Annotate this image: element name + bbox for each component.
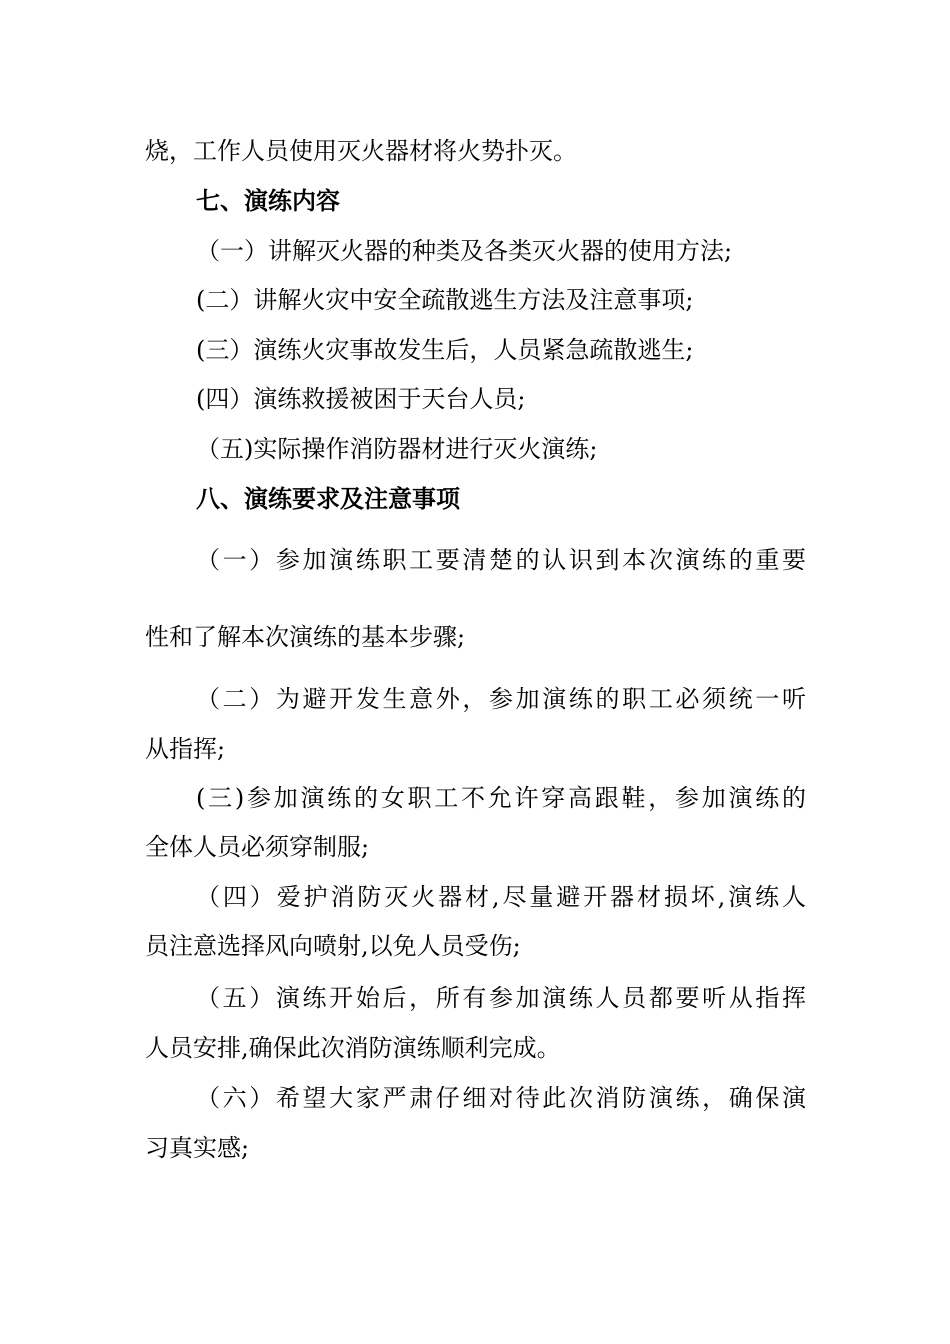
requirement-4-line-2: 员注意选择风向喷射,以免人员受伤;	[145, 932, 521, 960]
requirement-1-line-2: 性和了解本次演练的基本步骤;	[145, 623, 466, 651]
section-heading-drill-requirements: 八、演练要求及注意事项	[196, 485, 460, 513]
paragraph-continuation-line: 烧，工作人员使用灭火器材将火势扑灭。	[145, 137, 577, 165]
requirement-3-line-1: (三)参加演练的女职工不允许穿高跟鞋，参加演练的	[196, 784, 806, 812]
list-item-content-4: (四）演练救援被困于天台人员;	[196, 385, 526, 413]
requirement-4-line-1: （四）爱护消防灭火器材,尽量避开器材损坏,演练人	[196, 883, 806, 911]
requirement-2-line-1: （二）为避开发生意外，参加演练的职工必须统一听	[196, 685, 806, 713]
list-item-content-1: （一）讲解灭火器的种类及各类灭火器的使用方法;	[196, 237, 733, 265]
list-item-content-3: (三）演练火灾事故发生后，人员紧急疏散逃生;	[196, 336, 694, 364]
requirement-1-line-1: （一）参加演练职工要清楚的认识到本次演练的重要	[196, 546, 806, 574]
list-item-content-5: （五)实际操作消防器材进行灭火演练;	[196, 435, 598, 463]
requirement-6-line-2: 习真实感;	[145, 1134, 250, 1162]
section-heading-drill-content: 七、演练内容	[196, 187, 340, 215]
requirement-2-line-2: 从指挥;	[145, 735, 226, 763]
requirement-3-line-2: 全体人员必须穿制服;	[145, 833, 370, 861]
requirement-5-line-2: 人员安排,确保此次消防演练顺利完成。	[145, 1034, 561, 1062]
list-item-content-2: (二）讲解火灾中安全疏散逃生方法及注意事项;	[196, 286, 694, 314]
requirement-6-line-1: （六）希望大家严肃仔细对待此次消防演练，确保演	[196, 1084, 806, 1112]
requirement-5-line-1: （五）演练开始后，所有参加演练人员都要听从指挥	[196, 984, 806, 1012]
